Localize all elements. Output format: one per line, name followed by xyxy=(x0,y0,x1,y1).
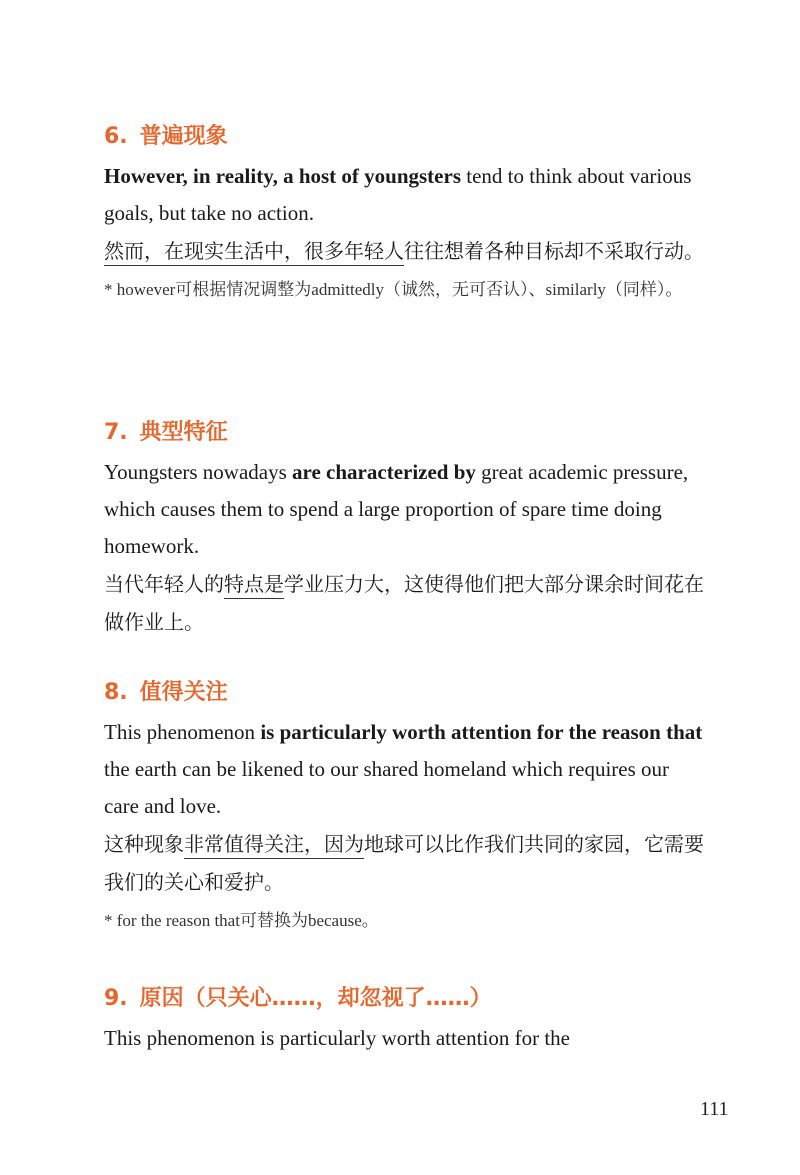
section-title: 值得关注 xyxy=(139,680,228,705)
english-sentence xyxy=(104,714,704,825)
page-number: 111 xyxy=(700,1098,729,1120)
section-heading xyxy=(104,984,704,1014)
sentence-text: tend to think about various goals, but take no action. xyxy=(104,164,692,225)
section-heading xyxy=(104,418,704,448)
chinese-translation xyxy=(104,825,704,901)
usage-note: * for the reason that可替换为because。 xyxy=(104,911,379,930)
section-heading xyxy=(104,678,704,708)
translation-text: 这种现象 xyxy=(104,832,184,856)
section-number: 7. xyxy=(104,420,128,445)
english-sentence: This phenomenon is particularly worth attention for the xyxy=(104,1026,570,1050)
usage-note: * however可根据情况调整为admittedly（诚然，无可否认）、similarly（同样）。 xyxy=(104,280,683,299)
translation-text: 当代年轻人的 xyxy=(104,572,224,596)
key-phrase: are characterized by xyxy=(292,460,476,484)
chinese-translation xyxy=(104,232,704,270)
english-sentence xyxy=(104,158,704,232)
section-number: 9. xyxy=(104,986,128,1011)
section-8 xyxy=(104,678,704,935)
section-7 xyxy=(104,418,704,641)
key-phrase: is particularly worth attention for the reason that xyxy=(260,720,703,744)
underlined-phrase: 然而，在现实生活中，很多年轻人 xyxy=(104,239,404,266)
section-title: 原因（只关心……，却忽视了……） xyxy=(139,986,492,1011)
sentence-text: great academic pressure, which causes them to spend a large proportion of spare time doing homework. xyxy=(104,460,689,558)
section-number: 8. xyxy=(104,680,128,705)
section-title: 普遍现象 xyxy=(139,124,228,149)
translation-text: 往往想着各种目标却不采取行动。 xyxy=(404,239,704,263)
chinese-translation xyxy=(104,565,704,641)
sentence-text: This phenomenon xyxy=(104,720,261,744)
section-6 xyxy=(104,122,704,304)
key-phrase: However, in reality, a host of youngsters xyxy=(104,164,461,188)
sentence-text: the earth can be likened to our shared homeland which requires our care and love. xyxy=(104,757,670,818)
section-title: 典型特征 xyxy=(139,420,228,445)
english-sentence xyxy=(104,454,704,565)
section-number: 6. xyxy=(104,124,128,149)
section-heading xyxy=(104,122,704,152)
translation-text: 学业压力大，这使得他们把大部分课余时间花在做作业上。 xyxy=(104,572,704,634)
underlined-phrase: 非常值得关注，因为 xyxy=(184,832,364,859)
sentence-text: Youngsters nowadays xyxy=(104,460,293,484)
underlined-phrase: 特点是 xyxy=(224,572,284,599)
section-9 xyxy=(104,984,704,1057)
translation-text: 地球可以比作我们共同的家园，它需要我们的关心和爱护。 xyxy=(104,832,704,894)
